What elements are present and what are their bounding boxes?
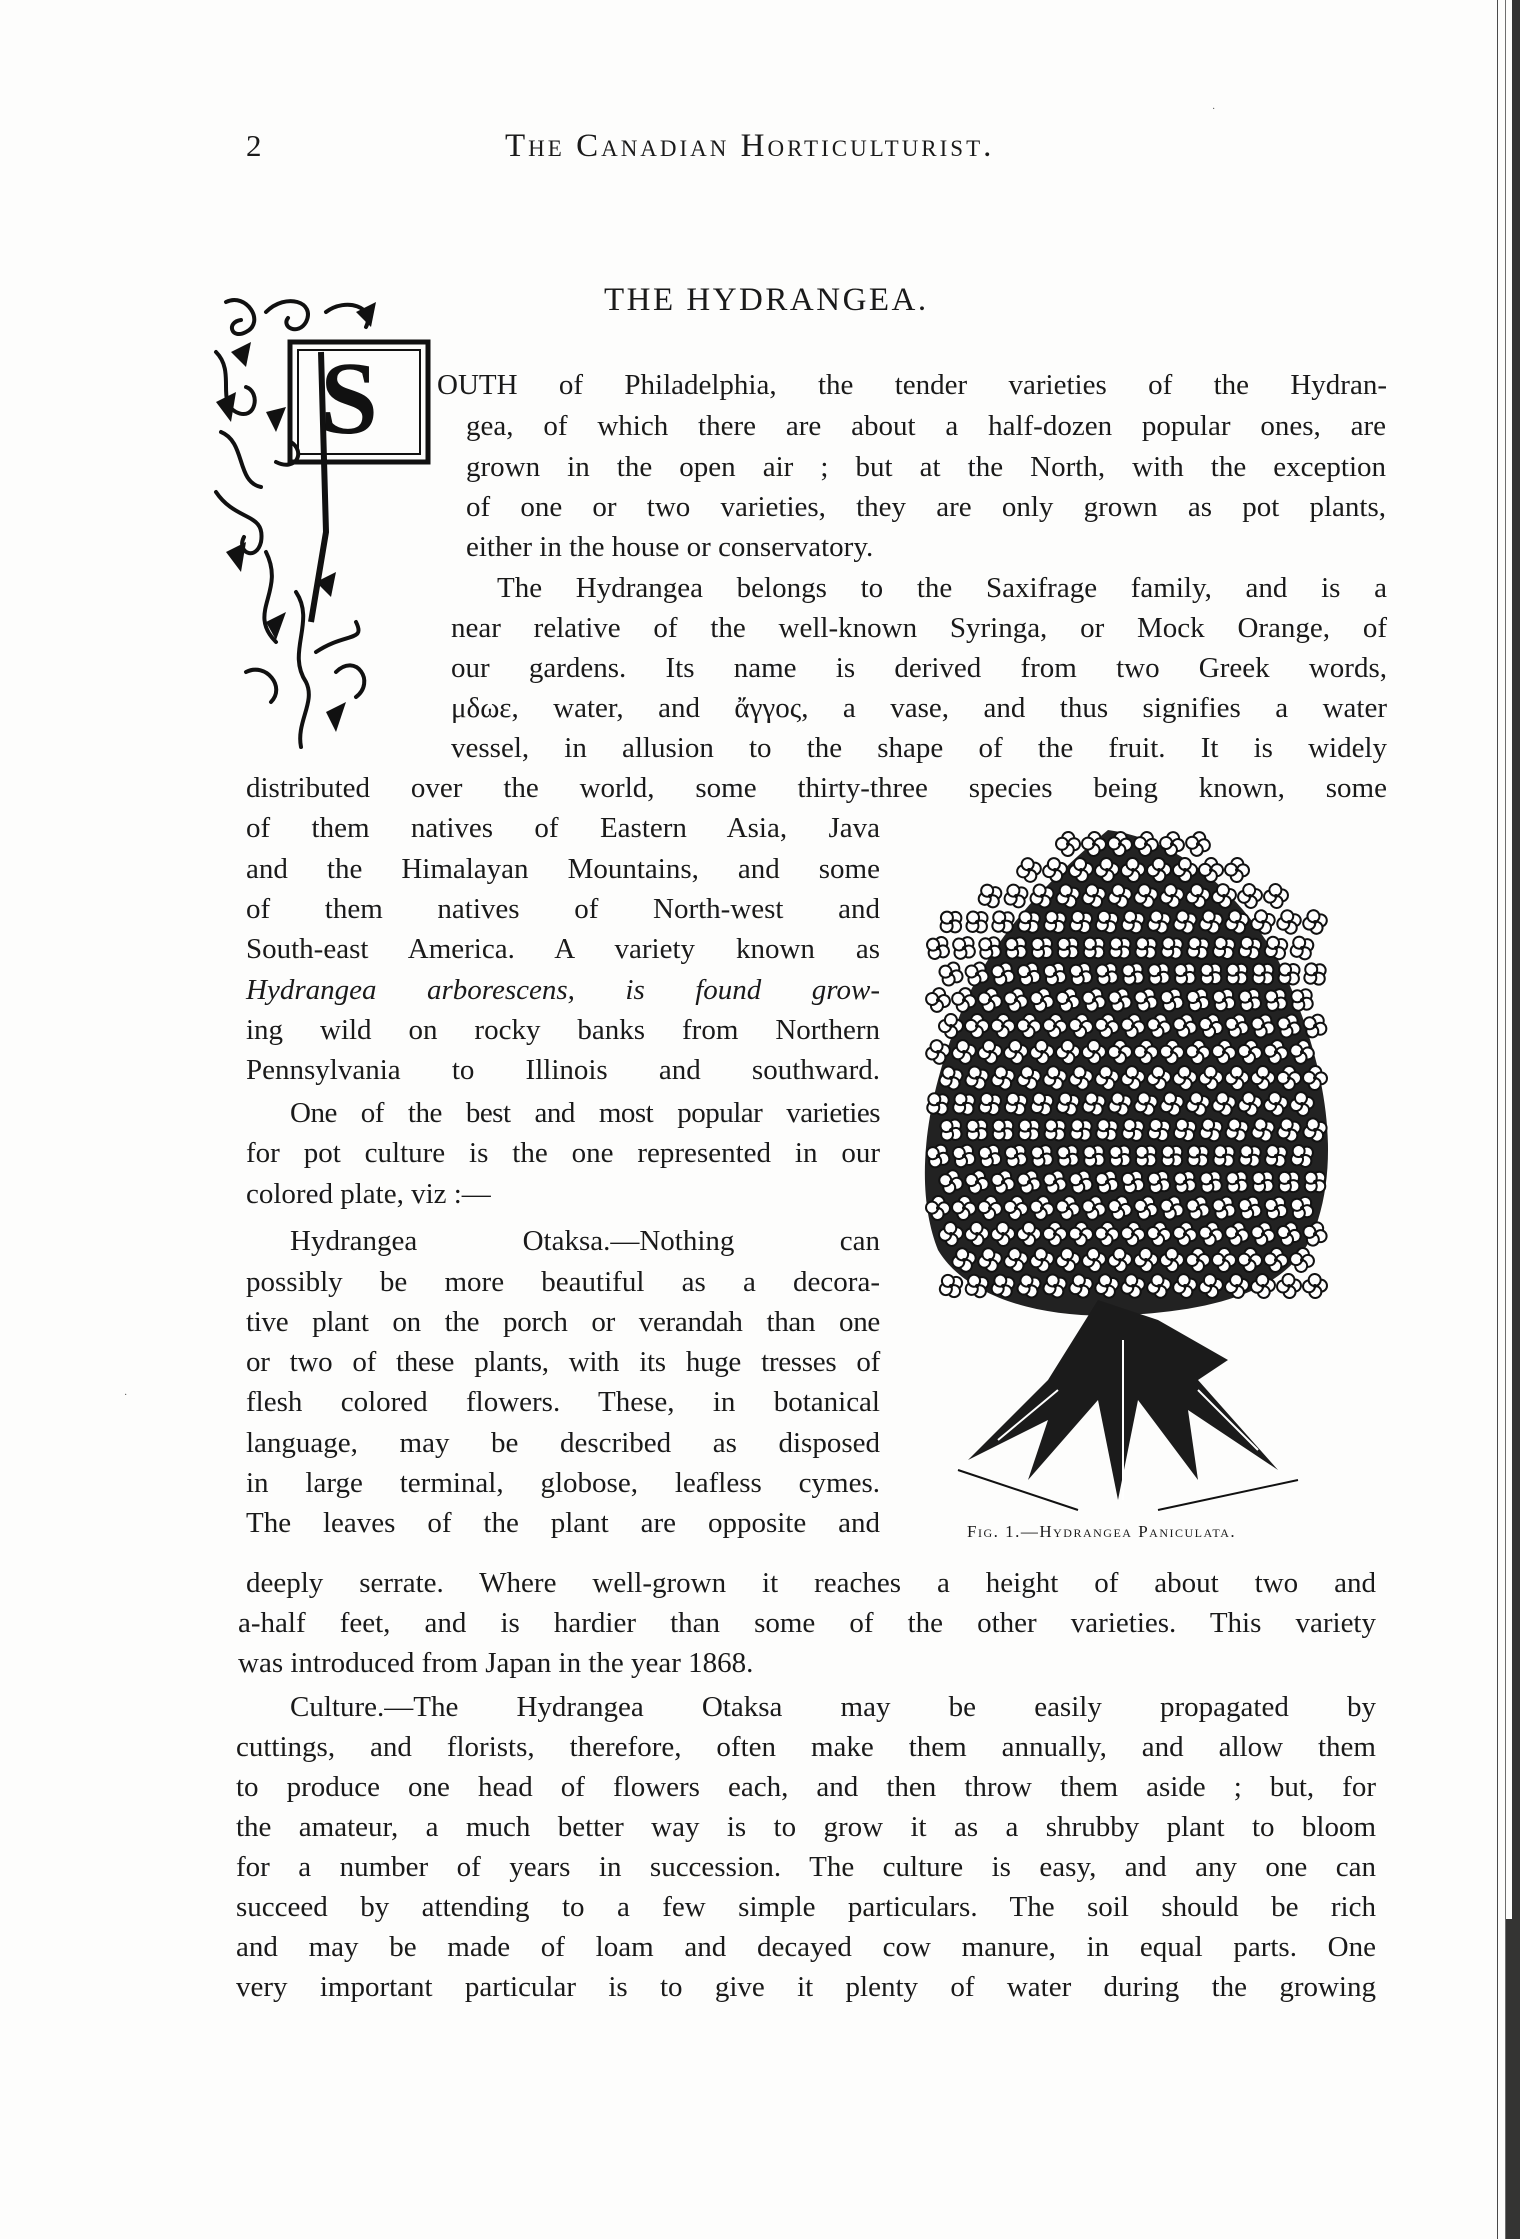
hydrangea-illustration-icon xyxy=(898,820,1352,1520)
text-line: very important particular is to give it plenty of water during the growing xyxy=(236,1971,1376,2003)
text-line: Hydrangea Otaksa.—Nothing can xyxy=(290,1225,880,1257)
text-line: Hydrangea arborescens, is found grow- xyxy=(246,974,880,1006)
text-line: and may be made of loam and decayed cow manure, in equal parts. One xyxy=(236,1931,1376,1963)
article-title: THE HYDRANGEA. xyxy=(604,282,929,318)
text-line: for pot culture is the one represented in our xyxy=(246,1137,880,1169)
text-line: our gardens. Its name is derived from two Greek words, xyxy=(451,652,1387,684)
text-line: and the Himalayan Mountains, and some xyxy=(246,853,880,885)
text-line: One of the best and most popular varieties xyxy=(290,1097,880,1129)
print-speck: · xyxy=(1212,104,1216,115)
text-line: for a number of years in succession. The culture is easy, and any one can xyxy=(236,1851,1376,1883)
floret-icon xyxy=(1015,856,1044,885)
floret-icon xyxy=(1298,957,1332,991)
text-line: of them natives of North-west and xyxy=(246,893,880,925)
text-line: gea, of which there are about a half-dozen popular ones, are xyxy=(466,410,1386,442)
floret-icon xyxy=(1274,907,1304,937)
floret-icon xyxy=(1286,932,1318,964)
drop-cap-letter: S xyxy=(320,341,378,456)
floret-icon xyxy=(1184,830,1212,858)
text-line: succeed by attending to a few simple particulars. The soil should be rich xyxy=(236,1891,1376,1923)
text-line: colored plate, viz :— xyxy=(246,1178,491,1210)
floret-icon xyxy=(924,986,952,1014)
text-line: OUTH of Philadelphia, the tender varieties of the Hydran- xyxy=(437,369,1387,401)
text-line: South-east America. A variety known as xyxy=(246,933,880,965)
text-line: grown in the open air ; but at the North, with the exception xyxy=(466,451,1386,483)
text-line: was introduced from Japan in the year 1868. xyxy=(238,1647,754,1679)
text-line: ing wild on rocky banks from Northern xyxy=(246,1014,880,1046)
text-line: or two of these plants, with its huge tresses of xyxy=(246,1346,880,1378)
text-line: of one or two varieties, they are only grown as pot plants, xyxy=(466,491,1386,523)
text-line: deeply serrate. Where well-grown it reaches a height of about two and xyxy=(246,1567,1376,1599)
floret-icon xyxy=(1224,857,1249,882)
text-line: μδωε, water, and ἄγγος, a vase, and thus signifies a water xyxy=(451,692,1387,724)
text-line: cuttings, and florists, therefore, often make them annually, and allow them xyxy=(236,1731,1376,1763)
floret-icon xyxy=(1236,882,1263,909)
running-title: The Canadian Horticulturist. xyxy=(505,128,995,164)
text-line: to produce one head of flowers each, and then throw them aside ; but, for xyxy=(236,1771,1376,1803)
floret-icon xyxy=(935,958,966,989)
text-line: tive plant on the porch or verandah than one xyxy=(246,1306,880,1338)
text-line: possibly be more beautiful as a decora- xyxy=(246,1266,880,1298)
page-number: 2 xyxy=(246,128,263,163)
text-line: of them natives of Eastern Asia, Java xyxy=(246,812,880,844)
floret-icon xyxy=(1263,883,1289,909)
text-line: distributed over the world, some thirty-three species being known, some xyxy=(246,772,1387,804)
text-line: in large terminal, globose, leafless cymes. xyxy=(246,1467,880,1499)
floret-icon xyxy=(1302,1273,1327,1298)
text-line: The leaves of the plant are opposite and xyxy=(246,1507,880,1539)
floret-icon xyxy=(960,905,994,939)
figure-caption: Fig. 1.—Hydrangea Paniculata. xyxy=(967,1522,1237,1541)
text-line: near relative of the well-known Syringa, or Mock Orange, of xyxy=(451,612,1387,644)
text-line: vessel, in allusion to the shape of the fruit. It is widely xyxy=(451,732,1387,764)
text-line: Culture.—The Hydrangea Otaksa may be easily propagated by xyxy=(290,1691,1376,1723)
floret-icon xyxy=(934,905,968,939)
floret-icon xyxy=(921,931,954,964)
text-line: the amateur, a much better way is to grow it as a shrubby plant to bloom xyxy=(236,1811,1376,1843)
floret-icon xyxy=(974,880,1006,912)
floret-icon xyxy=(947,931,981,965)
print-speck: · xyxy=(124,1390,128,1401)
text-line: flesh colored flowers. These, in botanical xyxy=(246,1386,880,1418)
text-line: language, may be described as disposed xyxy=(246,1427,880,1459)
text-line: Pennsylvania to Illinois and southward. xyxy=(246,1054,880,1086)
text-line: a-half feet, and is hardier than some of the other varieties. This variety xyxy=(238,1607,1376,1639)
page-edge-binding xyxy=(1488,0,1520,2239)
text-line: either in the house or conservatory. xyxy=(466,531,874,563)
floret-icon xyxy=(1056,832,1081,857)
floret-icon xyxy=(1300,907,1329,936)
floret-icon xyxy=(1276,1273,1302,1299)
floret-icon xyxy=(1000,880,1032,912)
text-line: The Hydrangea belongs to the Saxifrage family, and is a xyxy=(497,572,1387,604)
